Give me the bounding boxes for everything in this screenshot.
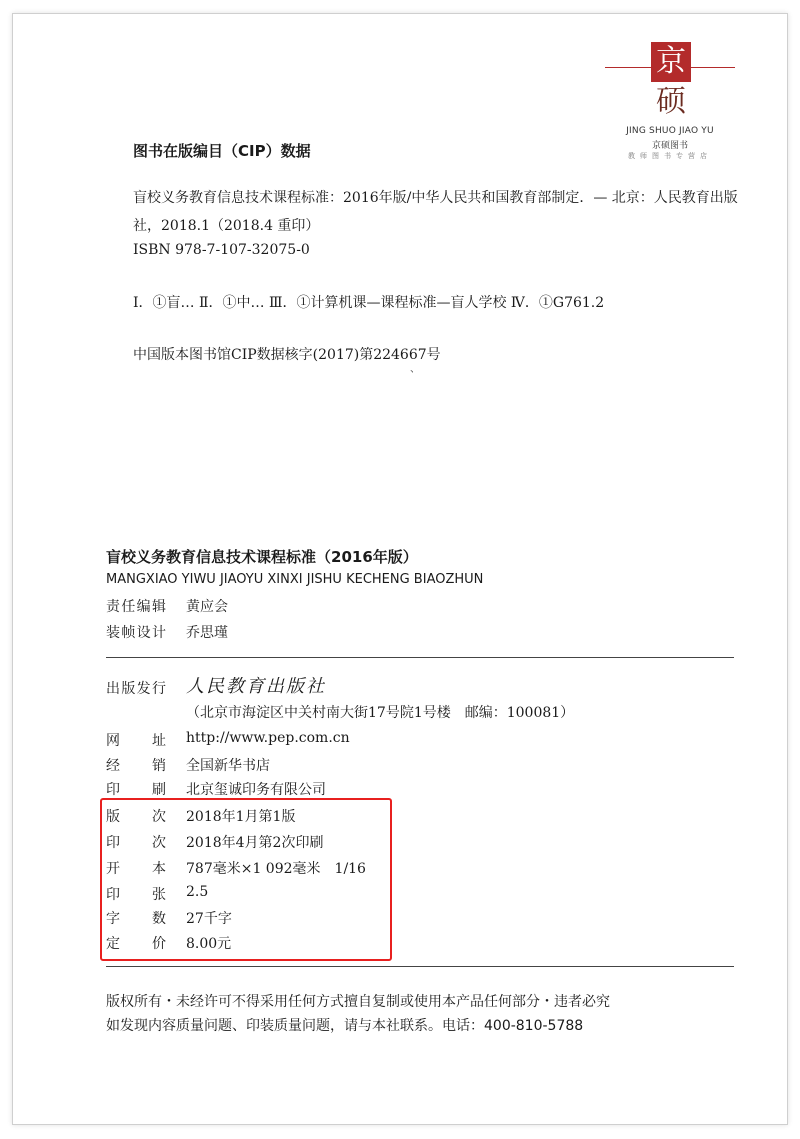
cip-body: 盲校义务教育信息技术课程标准：2016年版/中华人民共和国教育部制定．— 北京：人民教育出版社，2018.1（2018.4 重印） [133, 190, 738, 234]
stray-mark: 、 [410, 364, 420, 375]
sheets-label: 印张 [106, 887, 166, 903]
publisher-label: 出版发行 [106, 681, 166, 697]
edition-value: 2018年1月第1版 [186, 809, 296, 825]
price-label: 定价 [106, 936, 166, 952]
words-value: 27千字 [186, 911, 232, 927]
notice-line-2: 如发现内容质量问题、印装质量问题，请与本社联系。电话：400-810-5788 [106, 1018, 584, 1034]
store-logo [605, 38, 735, 163]
isbn: ISBN 978-7-107-32075-0 [133, 242, 310, 258]
format-label: 开本 [106, 861, 166, 877]
highlight-box [100, 798, 392, 961]
printer-label: 印刷 [106, 782, 166, 798]
designer-label: 装帧设计 [106, 625, 166, 641]
format-value: 787毫米×1 092毫米 1/16 [186, 861, 366, 877]
book-pinyin: MANGXIAO YIWU JIAOYU XINXI JISHU KECHENG BIAOZHUN [106, 572, 484, 587]
website-value: http://www.pep.com.cn [186, 730, 350, 746]
divider-bottom [106, 966, 734, 967]
publisher-address: （北京市海淀区中关村南大街17号院1号楼 邮编：100081） [186, 705, 575, 721]
words-label: 字数 [106, 911, 166, 927]
website-row [106, 730, 350, 752]
copyright-notice [106, 990, 610, 1038]
edition-label: 版次 [106, 809, 166, 825]
editor-label: 责任编辑 [106, 599, 166, 615]
distributor-label: 经销 [106, 758, 166, 774]
classification: Ⅰ．①盲… Ⅱ．①中… Ⅲ．①计算机课—课程标准—盲人学校 Ⅳ．①G761.2 [133, 295, 605, 311]
book-title: 盲校义务教育信息技术课程标准（2016年版） [106, 548, 418, 566]
printing-value: 2018年4月第2次印刷 [186, 835, 324, 851]
notice-line-1: 版权所有・未经许可不得采用任何方式擅自复制或使用本产品任何部分・违者必究 [106, 994, 610, 1010]
sheets-value: 2.5 [186, 884, 209, 900]
editor-row [106, 596, 228, 618]
printing-label: 印次 [106, 835, 166, 851]
distributor-value: 全国新华书店 [186, 758, 270, 774]
logo-name-en: JING SHUO JIAO YU [626, 126, 714, 136]
price-value: 8.00元 [186, 936, 232, 952]
cip-title: 图书在版编目（CIP）数据 [133, 142, 311, 160]
logo-name-cn: 京硕图书 [651, 141, 688, 151]
editor-value: 黄应会 [186, 599, 228, 615]
logo-slogan: 教师图书专营店 [628, 152, 712, 160]
divider-top [106, 657, 734, 658]
publisher-row [106, 678, 166, 700]
website-label: 网址 [106, 733, 166, 749]
cip-check-number: 中国版本图书馆CIP数据核字(2017)第224667号 [133, 347, 441, 363]
distributor-row [106, 755, 270, 777]
publisher-logo: 人民教育出版社 [186, 676, 326, 697]
printer-value: 北京玺诚印务有限公司 [186, 782, 326, 798]
logo-seal: 京 [651, 42, 691, 82]
designer-row [106, 622, 228, 644]
logo-char: 硕 [656, 84, 686, 119]
designer-value: 乔思瑾 [186, 625, 228, 641]
